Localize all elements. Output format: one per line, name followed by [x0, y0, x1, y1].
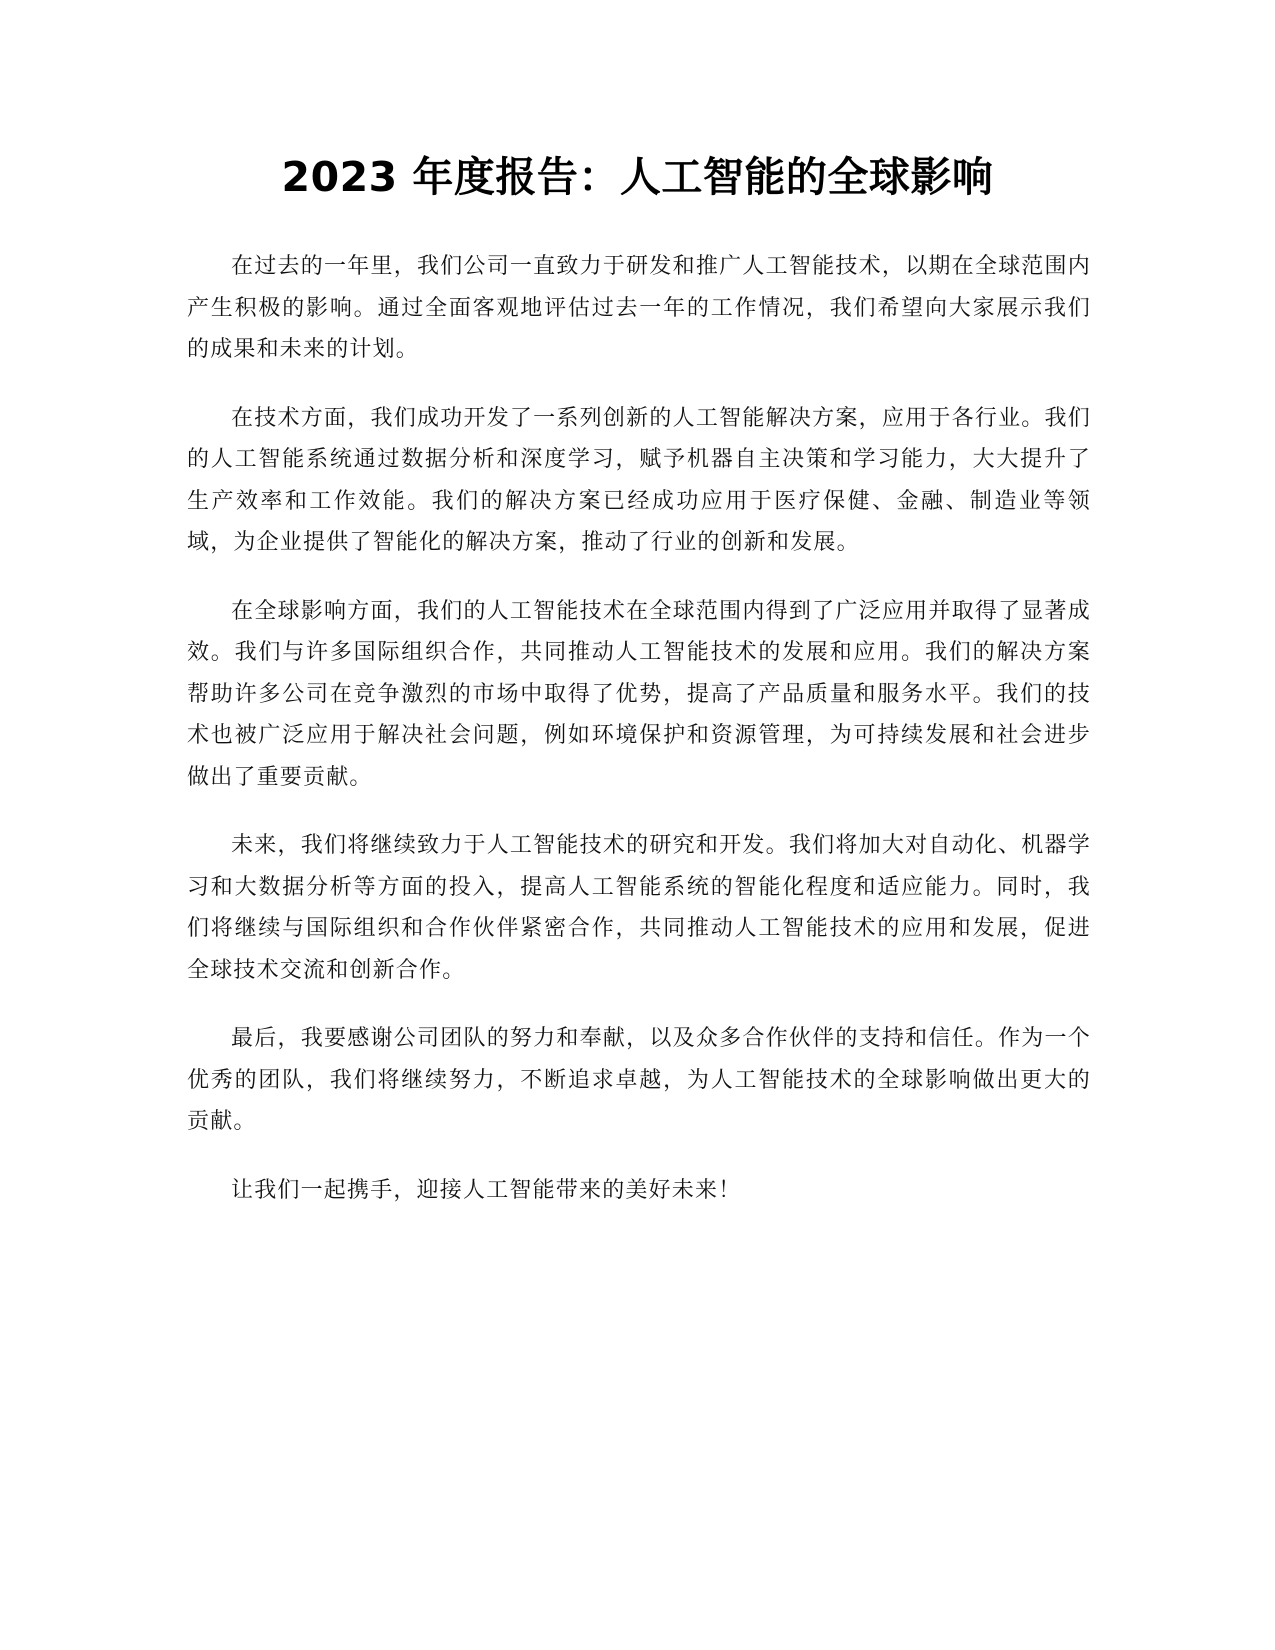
- paragraph-technology: 在技术方面，我们成功开发了一系列创新的人工智能解决方案，应用于各行业。我们的人工智能系统通过数据分析和深度学习，赋予机器自主决策和学习能力，大大提升了生产效率和工作效能。我们的解决方案已经成功应用于医疗保健、金融、制造业等领域，为企业提供了智能化的解决方案，推动了行业的创新和发展。: [187, 405, 1091, 555]
- paragraph-closing: 让我们一起携手，迎接人工智能带来的美好未来！: [231, 1177, 742, 1203]
- paragraph-global-impact: 在全球影响方面，我们的人工智能技术在全球范围内得到了广泛应用并取得了显著成效。我们与许多国际组织合作，共同推动人工智能技术的发展和应用。我们的解决方案帮助许多公司在竞争激烈的市场中取得了优势，提高了产品质量和服务水平。我们的技术也被广泛应用于解决社会问题，例如环境保护和资源管理，为可持续发展和社会进步做出了重要贡献。: [187, 598, 1091, 790]
- paragraph-thanks: 最后，我要感谢公司团队的努力和奉献，以及众多合作伙伴的支持和信任。作为一个优秀的团队，我们将继续努力，不断追求卓越，为人工智能技术的全球影响做出更大的贡献。: [187, 1026, 1091, 1134]
- paragraph-intro: 在过去的一年里，我们公司一直致力于研发和推广人工智能技术，以期在全球范围内产生积极的影响。通过全面客观地评估过去一年的工作情况，我们希望向大家展示我们的成果和未来的计划。: [187, 254, 1091, 362]
- document-body: [187, 246, 1091, 1238]
- document-title: 2023 年度报告：人工智能的全球影响: [281, 153, 994, 201]
- paragraph-future: 未来，我们将继续致力于人工智能技术的研究和开发。我们将加大对自动化、机器学习和大数据分析等方面的投入，提高人工智能系统的智能化程度和适应能力。同时，我们将继续与国际组织和合作伙伴紧密合作，共同推动人工智能技术的应用和发展，促进全球技术交流和创新合作。: [187, 833, 1091, 983]
